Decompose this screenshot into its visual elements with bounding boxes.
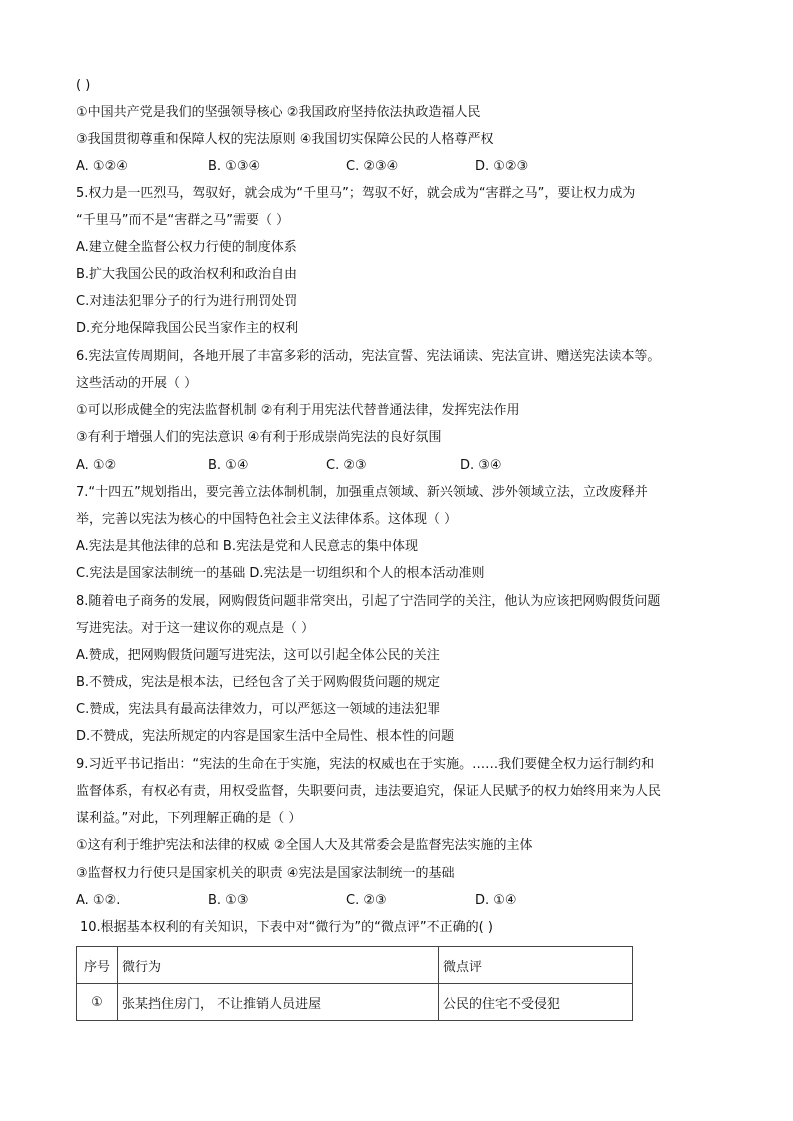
- statement-line: ③监督权力行使只是国家机关的职责 ④宪法是国家法制统一的基础: [76, 866, 455, 881]
- table-cell: 公民的住宅不受侵犯: [439, 984, 633, 1021]
- question-5-stem: 5.权力是一匹烈马，驾驭好，就会成为“千里马”；驾驭不好，就会成为“害群之马”，要让权力成为: [76, 186, 636, 201]
- statement-line: ③有利于增强人们的宪法意识 ④有利于形成崇尚宪法的良好氛围: [76, 430, 442, 445]
- options-cd: C.宪法是国家法制统一的基础 D.宪法是一切组织和个人的根本活动准则: [76, 566, 485, 581]
- question-6-stem: 这些活动的开展（ ）: [76, 376, 198, 391]
- option-a: A. ①②: [76, 458, 117, 473]
- header-cell: 微行为: [118, 947, 439, 984]
- table-cell: 张某挡住房门， 不让推销人员进屋: [118, 984, 439, 1021]
- option-a: A.赞成，把网购假货问题写进宪法，这可以引起全体公民的关注: [76, 648, 440, 663]
- options-ab: A.宪法是其他法律的总和 B.宪法是党和人民意志的集中体现: [76, 539, 418, 554]
- question-8-stem: 8.随着电子商务的发展，网购假货问题非常突出，引起了宁浩同学的关注，他认为应该把网购假货问题: [76, 594, 661, 609]
- statement-line: ①可以形成健全的宪法监督机制 ②有利于用宪法代替普通法律，发挥宪法作用: [76, 403, 520, 418]
- option-d: D. ③④: [460, 458, 502, 473]
- option-b: B. ①④: [208, 458, 249, 473]
- question-9-stem: 9.习近平书记指出：“宪法的生命在于实施，宪法的权威也在于实施。……我们要健全权力运行制约和: [76, 757, 655, 772]
- question-10-stem: 10.根据基本权利的有关知识，下表中对“微行为”的“微点评”不正确的( ): [80, 920, 493, 935]
- options-q9: [76, 893, 636, 909]
- option-d: D. ①②③: [475, 159, 529, 174]
- option-c: C. ②③: [346, 893, 387, 908]
- statement-line: ③我国贯彻尊重和保障人权的宪法原则 ④我国切实保障公民的人格尊严权: [76, 132, 494, 147]
- table-cell: ①: [77, 984, 118, 1021]
- option-d: D.不赞成，宪法所规定的内容是国家生活中全局性、根本性的问题: [76, 729, 455, 744]
- option-a: A. ①②④: [76, 159, 128, 174]
- option-c: C. ②③④: [346, 159, 399, 174]
- option-b: B. ①③④: [208, 159, 261, 174]
- option-c: C.对违法犯罪分子的行为进行刑罚处罚: [76, 294, 298, 309]
- options-q6: [76, 458, 636, 474]
- table-header-row: [77, 947, 633, 984]
- table-row: [77, 984, 633, 1021]
- question-7-stem: 举，完善以宪法为核心的中国特色社会主义法律体系。这体现（ ）: [76, 512, 458, 527]
- evaluation-table: [76, 946, 633, 1021]
- header-cell: 序号: [77, 947, 118, 984]
- option-b: B.不赞成，宪法是根本法，已经包含了关于网购假货问题的规定: [76, 675, 441, 690]
- option-d: D. ①④: [475, 893, 517, 908]
- option-b: B.扩大我国公民的政治权利和政治自由: [76, 267, 298, 282]
- question-6-stem: 6.宪法宣传周期间，各地开展了丰富多彩的活动，宪法宣誓、宪法诵读、宪法宣讲、赠送宪法读本等。: [76, 349, 661, 364]
- question-7-stem: 7.“十四五”规划指出，要完善立法体制机制，加强重点领域、新兴领域、涉外领域立法，立改废释并: [76, 485, 648, 500]
- question-5-stem: “千里马”而不是“害群之马”需要（ ）: [76, 213, 290, 228]
- question-9-stem: 监督体系，有权必有责，用权受监督，失职要问责，违法要追究，保证人民赋予的权力始终用来为人民: [76, 784, 662, 799]
- statement-line: ①中国共产党是我们的坚强领导核心 ②我国政府坚持依法执政造福人民: [76, 105, 481, 120]
- question-8-stem: 写进宪法。对于这一建议你的观点是（ ）: [76, 621, 315, 636]
- options-q4: [76, 159, 636, 175]
- option-d: D.充分地保障我国公民当家作主的权利: [76, 321, 299, 336]
- statement-line: ①这有利于维护宪法和法律的权威 ②全国人大及其常委会是监督宪法实施的主体: [76, 838, 533, 853]
- option-b: B. ①③: [208, 893, 249, 908]
- option-a: A. ①②.: [76, 893, 121, 908]
- option-a: A.建立健全监督公权力行使的制度体系: [76, 240, 297, 255]
- option-c: C.赞成，宪法具有最高法律效力，可以严惩这一领域的违法犯罪: [76, 702, 441, 717]
- question-9-stem: 谋利益。”对此，下列理解正确的是（ ）: [76, 811, 302, 826]
- header-cell: 微点评: [439, 947, 633, 984]
- answer-bracket: ( ): [76, 78, 91, 93]
- option-c: C. ②③: [326, 458, 367, 473]
